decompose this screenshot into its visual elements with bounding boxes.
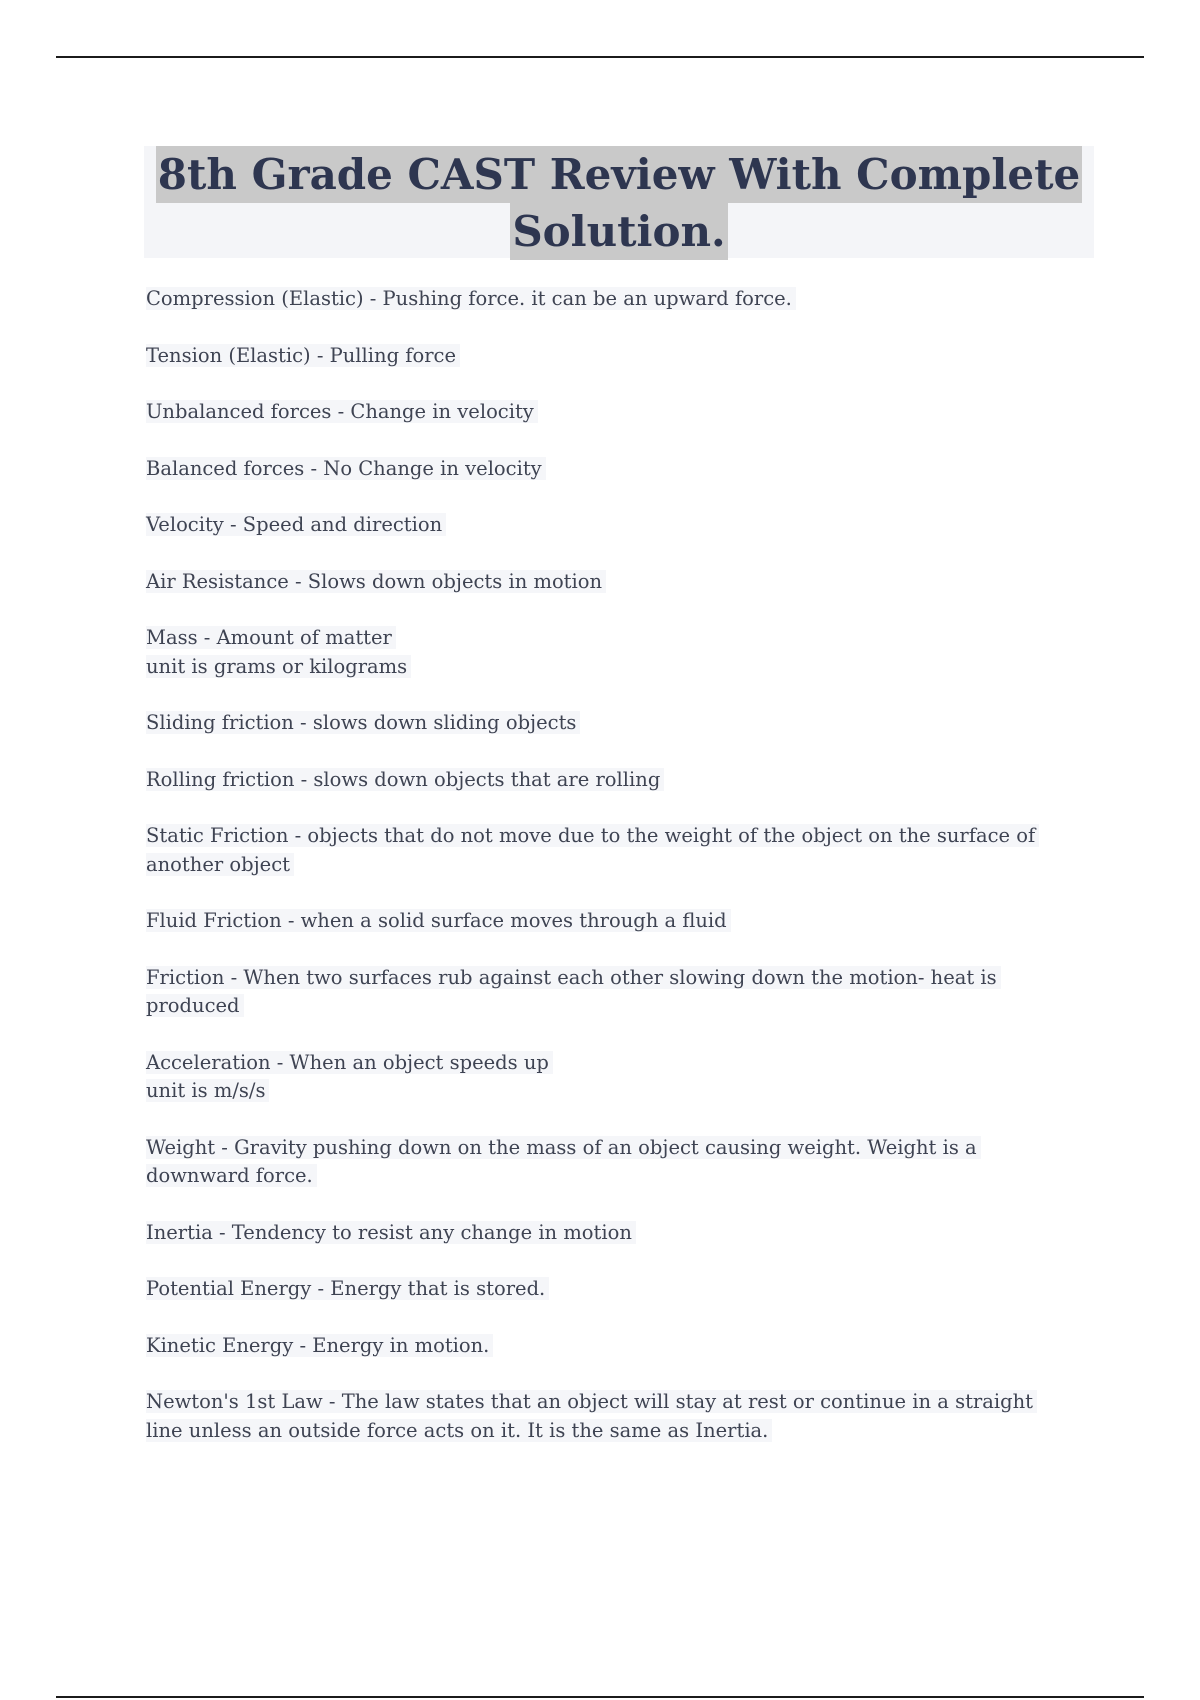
term-entry-line: unit is grams or kilograms [146, 655, 411, 678]
term-entry-line: Sliding friction - slows down sliding objects [146, 711, 580, 734]
term-entry-line: Newton's 1st Law - The law states that an object will stay at rest or continue in a straight [146, 1390, 1037, 1413]
term-entry-line: Unbalanced forces - Change in velocity [146, 400, 538, 423]
term-entry [146, 568, 1076, 597]
term-entry-line: Velocity - Speed and direction [146, 513, 446, 536]
term-entry-line: unit is m/s/s [146, 1079, 269, 1102]
term-entry-line: Kinetic Energy - Energy in motion. [146, 1334, 493, 1357]
term-entry [146, 907, 1076, 936]
term-entry [146, 511, 1076, 540]
term-entry [146, 1049, 1076, 1106]
term-entry-line: Balanced forces - No Change in velocity [146, 457, 546, 480]
document-title [144, 146, 1094, 258]
term-entry-line: Potential Energy - Energy that is stored. [146, 1277, 549, 1300]
term-entry [146, 1388, 1076, 1445]
term-entry [146, 1275, 1076, 1304]
term-entry-line: Compression (Elastic) - Pushing force. it can be an upward force. [146, 287, 796, 310]
term-entry-line: Friction - When two surfaces rub against each other slowing down the motion- heat is [146, 966, 1001, 989]
term-entry-line: produced [146, 994, 244, 1017]
bottom-rule [56, 1696, 1144, 1698]
term-entry [146, 709, 1076, 738]
term-entry [146, 342, 1076, 371]
term-entry-line: Weight - Gravity pushing down on the mass of an object causing weight. Weight is a [146, 1136, 981, 1159]
title-line-1: 8th Grade CAST Review With Complete [156, 146, 1082, 203]
term-entry [146, 766, 1076, 795]
term-entry-line: Fluid Friction - when a solid surface moves through a fluid [146, 909, 731, 932]
title-line-2: Solution. [510, 203, 727, 260]
term-entry [146, 398, 1076, 427]
term-entry-line: Air Resistance - Slows down objects in motion [146, 570, 606, 593]
term-entry [146, 1332, 1076, 1361]
term-entry [146, 1134, 1076, 1191]
term-entry [146, 624, 1076, 681]
term-entry [146, 964, 1076, 1021]
term-entry-line: downward force. [146, 1164, 317, 1187]
top-rule [56, 56, 1144, 58]
term-entry-line: another object [146, 853, 294, 876]
term-entry [146, 455, 1076, 484]
term-entry-line: Mass - Amount of matter [146, 626, 396, 649]
term-entry-line: Rolling friction - slows down objects that are rolling [146, 768, 664, 791]
term-entry [146, 1219, 1076, 1248]
term-entry-line: Acceleration - When an object speeds up [146, 1051, 553, 1074]
term-entry [146, 285, 1076, 314]
term-entry-line: line unless an outside force acts on it. It is the same as Inertia. [146, 1419, 772, 1442]
term-entry-line: Static Friction - objects that do not move due to the weight of the object on the surface of [146, 824, 1039, 847]
term-entry-line: Tension (Elastic) - Pulling force [146, 344, 460, 367]
term-entry [146, 822, 1076, 879]
term-entry-line: Inertia - Tendency to resist any change in motion [146, 1221, 636, 1244]
term-list [146, 285, 1076, 1473]
